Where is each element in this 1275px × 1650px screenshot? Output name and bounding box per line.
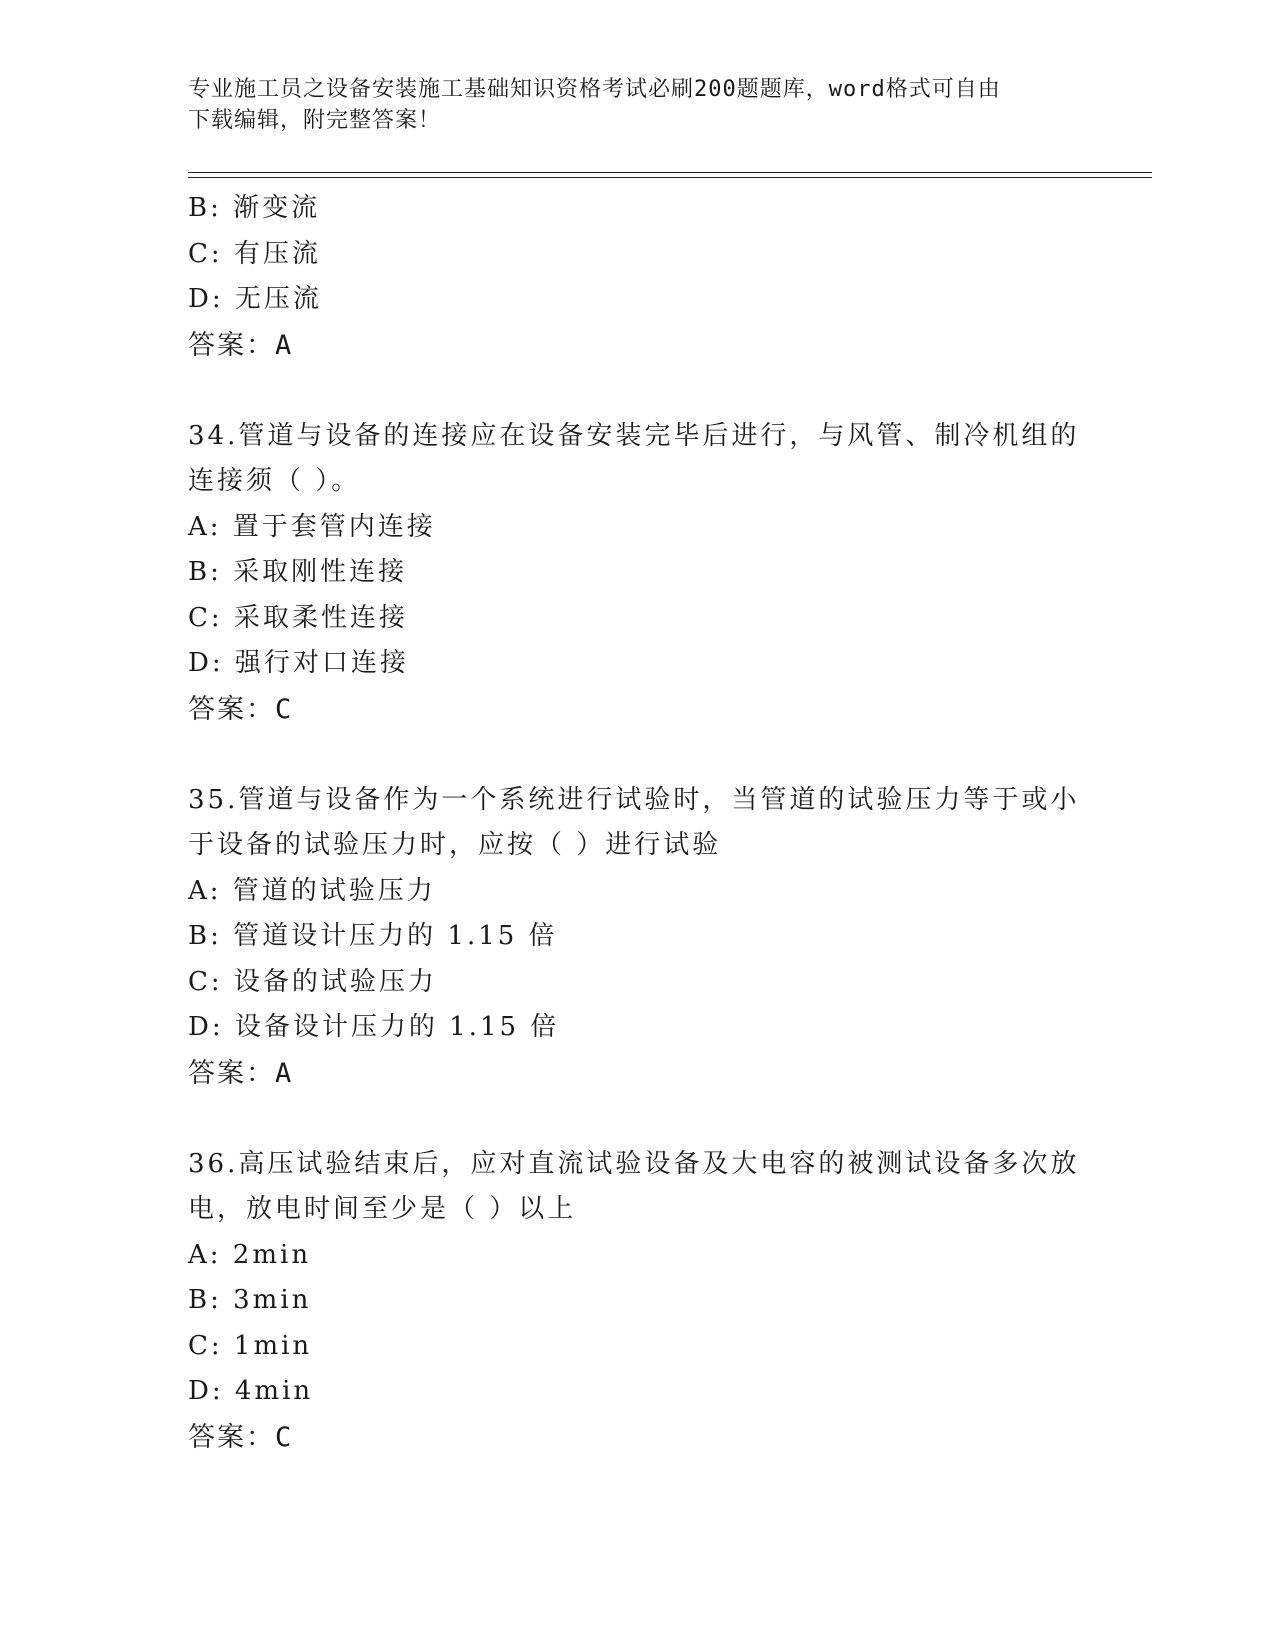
option-b: B: 3min — [188, 1285, 312, 1315]
question-block-33 — [188, 186, 1088, 368]
option-d: D: 无压流 — [188, 284, 322, 314]
question-stem-line: 电，放电时间至少是（ ）以上 — [188, 1194, 577, 1224]
option-a: A: 管道的试验压力 — [188, 875, 436, 906]
question-block-34 — [188, 414, 1088, 733]
option-b: B: 渐变流 — [188, 193, 321, 223]
option-a: A: 置于套管内连接 — [188, 511, 436, 542]
option-b: B: 采取刚性连接 — [188, 557, 408, 587]
question-stem-line: 于设备的试验压力时，应按（ ）进行试验 — [188, 830, 722, 860]
answer-line: 答案：A — [188, 329, 294, 361]
spacer — [188, 1096, 1088, 1142]
spacer — [188, 368, 1088, 414]
question-stem-line: 连接须（ ）。 — [188, 466, 361, 496]
question-stem-line: 35.管道与设备作为一个系统进行试验时，当管道的试验压力等于或小 — [188, 784, 1080, 815]
option-c: C: 有压流 — [188, 238, 321, 269]
option-d: D: 设备设计压力的 1.15 倍 — [188, 1012, 560, 1042]
question-stem-line: 36.高压试验结束后，应对直流试验设备及大电容的被测试设备多次放 — [188, 1148, 1080, 1179]
header-line-2: 下载编辑，附完整答案！ — [188, 108, 442, 133]
option-c: C: 设备的试验压力 — [188, 966, 437, 997]
option-c: C: 采取柔性连接 — [188, 602, 408, 633]
question-content — [188, 186, 1088, 1460]
answer-line: 答案：C — [188, 1421, 294, 1453]
question-stem-line: 34.管道与设备的连接应在设备安装完毕后进行，与风管、制冷机组的 — [188, 420, 1080, 451]
header-line-1: 专业施工员之设备安装施工基础知识资格考试必刷200题题库，word格式可自由 — [188, 77, 1001, 102]
question-block-36 — [188, 1142, 1088, 1461]
option-a: A: 2min — [188, 1239, 312, 1270]
option-d: D: 4min — [188, 1376, 314, 1406]
question-block-35 — [188, 778, 1088, 1097]
option-b: B: 管道设计压力的 1.15 倍 — [188, 921, 558, 951]
page-header — [188, 74, 1088, 136]
spacer — [188, 732, 1088, 778]
answer-line: 答案：C — [188, 693, 294, 725]
header-rule-top — [188, 172, 1152, 173]
header-rule-bottom — [188, 177, 1152, 178]
option-d: D: 强行对口连接 — [188, 648, 409, 678]
option-c: C: 1min — [188, 1330, 313, 1361]
answer-line: 答案：A — [188, 1057, 294, 1089]
